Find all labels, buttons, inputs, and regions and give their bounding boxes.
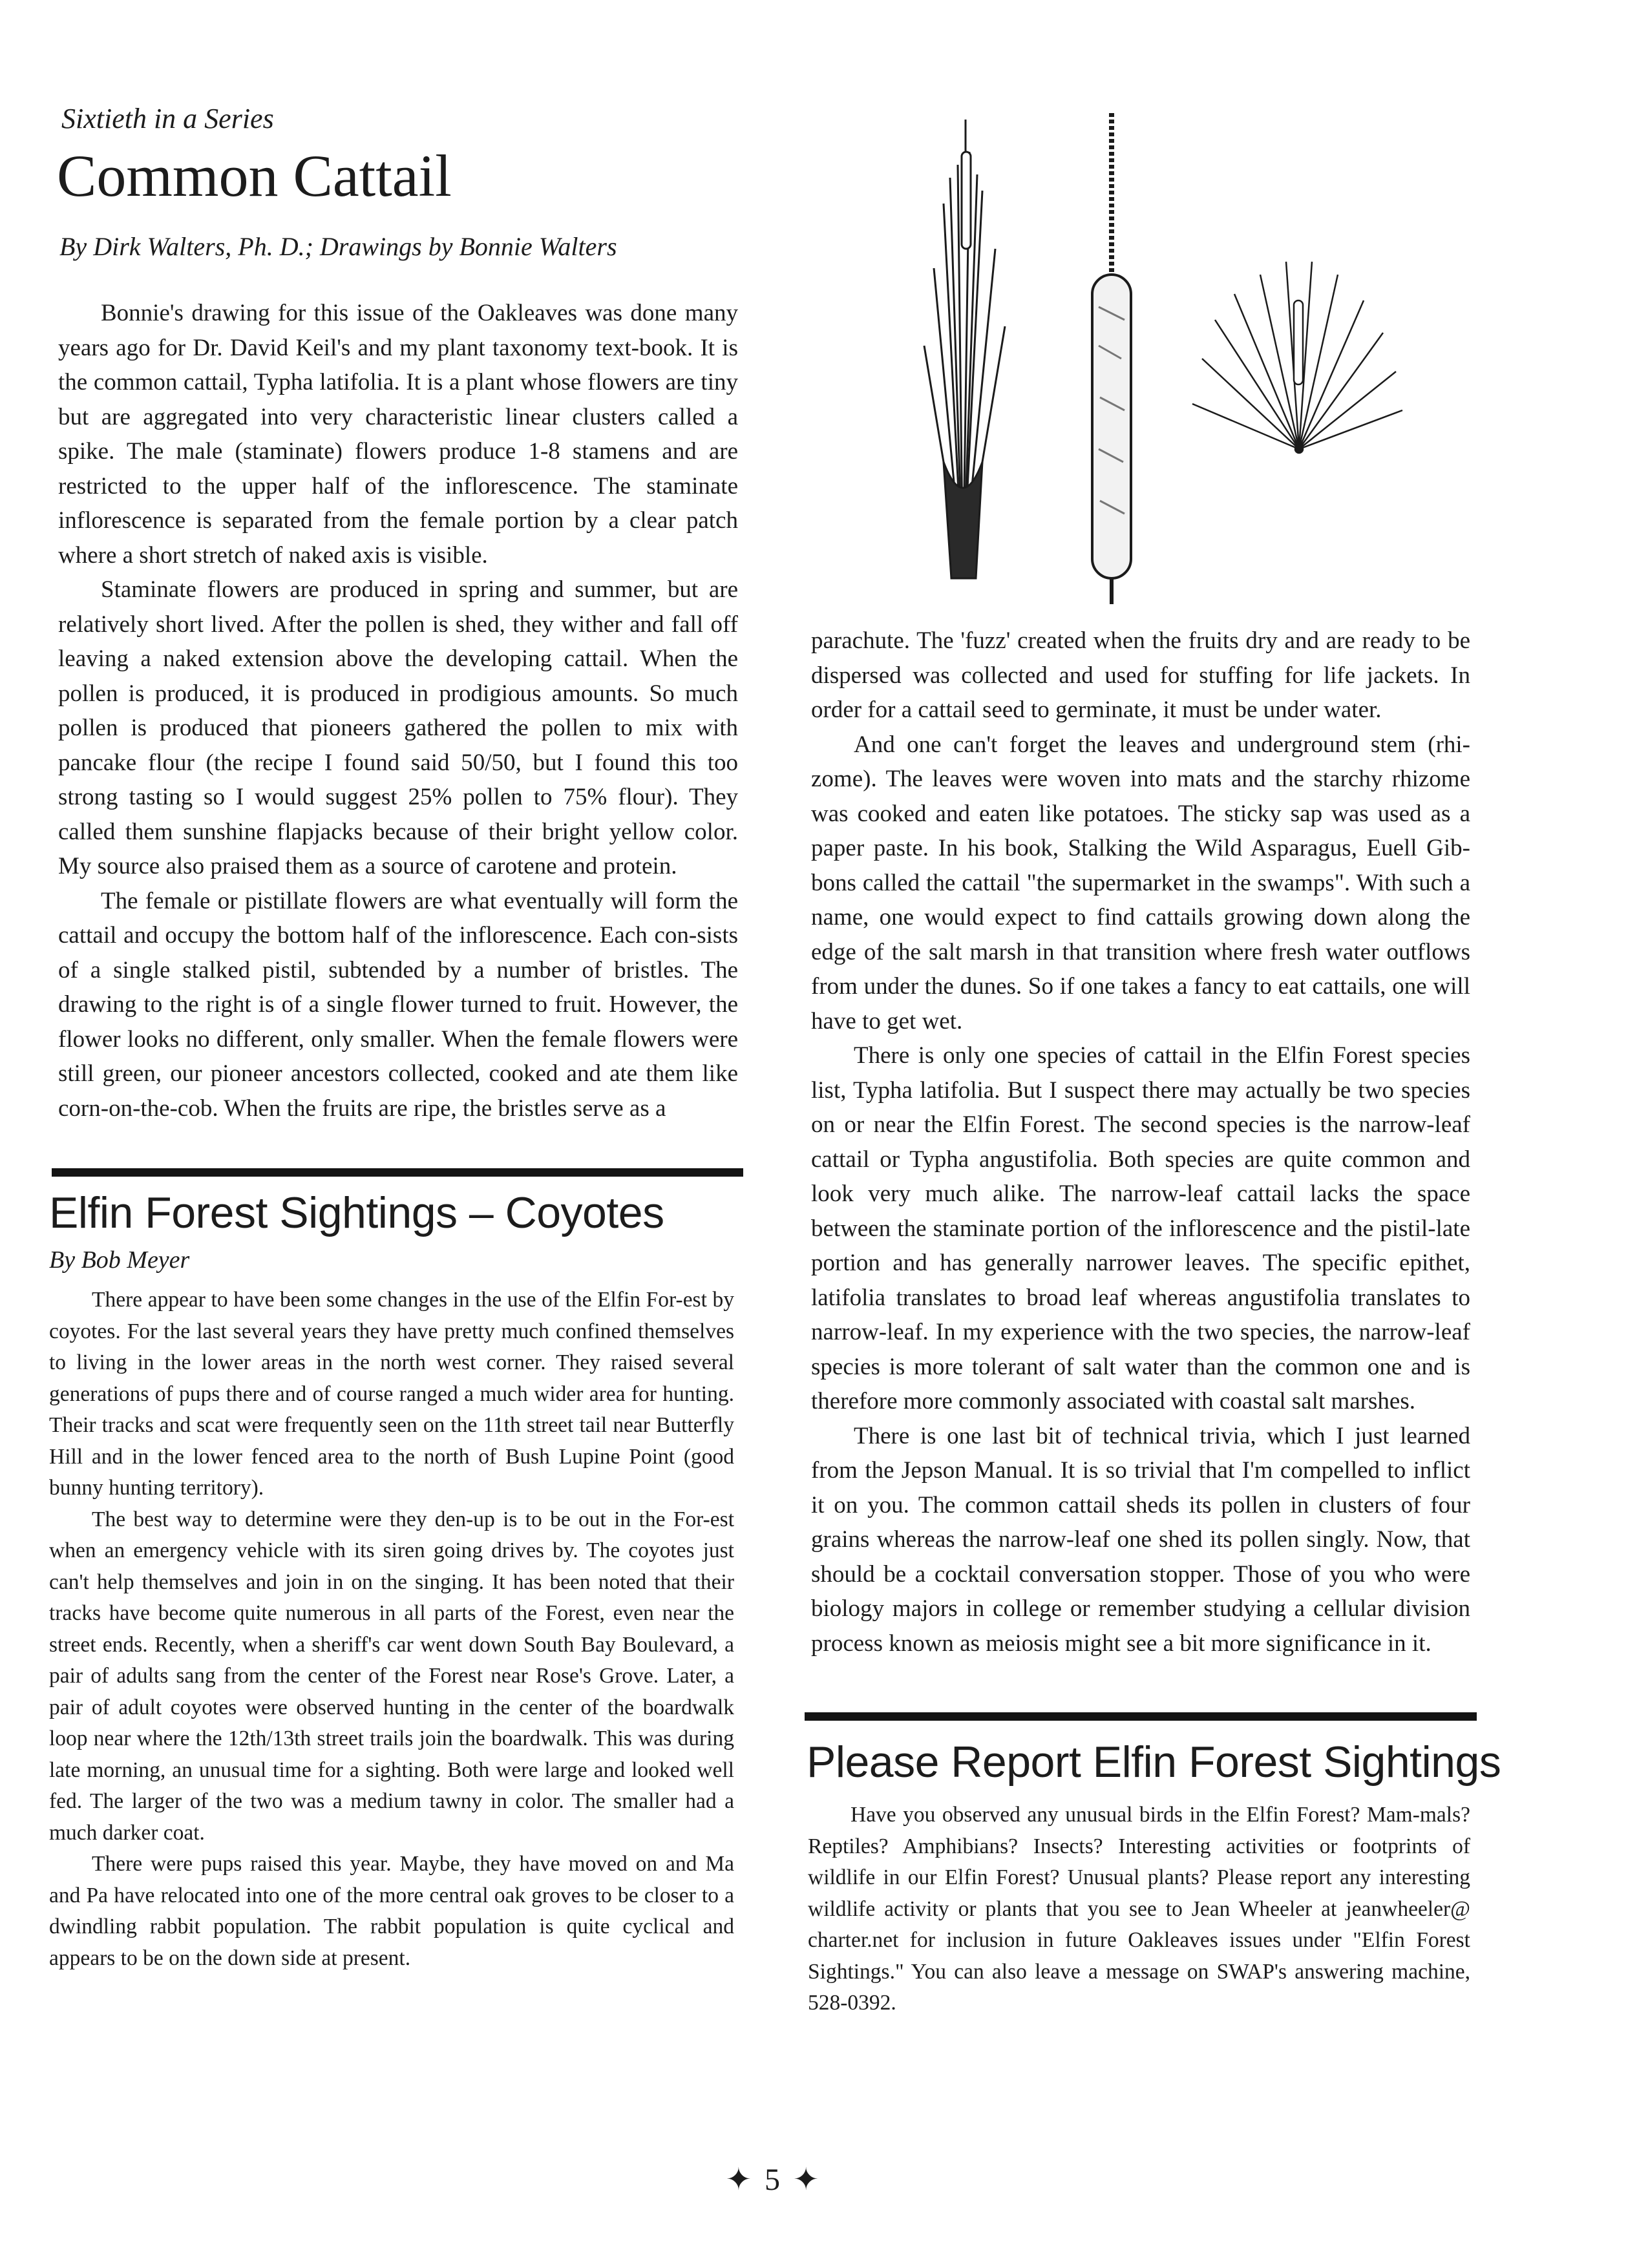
section-divider [805,1712,1477,1721]
paragraph: parachute. The 'fuzz' created when the fruits dry and are ready to be dispersed was collected and used for stuffing for life jackets. In order for a cattail seed to germinate, it must be under water. [811,627,1470,723]
article2-body [49,1285,734,1974]
paragraph: Bonnie's drawing for this issue of the Oakleaves was done many years ago for Dr. David Keil's and my plant taxonomy text-book. It is the common cattail, Typha latifolia. It is a plant whose flowers are tiny but are aggregated into very characteristic linear clusters called a spike. The male (staminate) flowers produce 1-8 stamens and are restricted to the upper half of the inflorescence. The staminate inflorescence is separated from the female portion by a clear patch where a short stretch of naked axis is visible. [58,300,738,569]
paragraph: Staminate flowers are produced in spring and summer, but are relatively short lived. After the pollen is shed, they wither and fall off leaving a naked extension above the developing cattail. When the pollen is produced, it is produced in prodigious amounts. So much pollen is produced that pioneers gathered the pollen to mix with pancake flour (the recipe I found said 50/50, but I found this too strong tasting so I would suggest 25% pollen to 75% flour). They called them sunshine flapjacks because of their bright yellow color. My source also praised them as a source of carotene and protein. [58,576,738,879]
article-byline: By Dirk Walters, Ph. D.; Drawings by Bonnie Walters [59,232,617,261]
cattail-illustration [898,113,1519,617]
page-footer [695,2161,850,2198]
paragraph: Have you observed any unusual birds in the Elfin Forest? Mam-mals? Reptiles? Amphibians? Insects? Interesting activities or footprints of wildlife in our Elfin Forest? Unusual plants? Please report any interesting wildlife activity or plants that you see to Jean Wheeler at jeanwheeler@ charter.net for inclusion in future Oakleaves issues under "Elfin Forest Sightings." You can also leave a message on SWAP's answering machine, 528-0392. [808,1803,1470,2015]
paragraph: And one can't forget the leaves and underground stem (rhi-zome). The leaves were woven into mats and the starchy rhizome was cooked and eaten like potatoes. The sticky sap was used as a paper paste. In his book, Stalking the Wild Asparagus, Euell Gib-bons called the cattail "the supermarket in the swamps". With such a name, one would expect to find cattails growing down along the edge of the salt marsh in that transition where fresh water outflows from under the dunes. So if one takes a fancy to eat cattails, one will have to get wet. [811,731,1470,1034]
cattail-plant-icon [924,120,1005,578]
paragraph: The best way to determine were they den-up is to be out in the For-est when an emergency vehicle with its siren going drives by. The coyotes just can't help themselves and join in on the singing. It has been noted that their tracks have become quite numerous in all parts of the Forest, even near the street ends. Recently, when a sheriff's car went down South Bay Boulevard, a pair of adults sang from the center of the Forest near Rose's Grove. Later, a pair of adult coyotes were observed hunting in the center of the boardwalk loop near where the 12th/13th street trails join the boardwalk. This was during late morning, an unusual time for a sighting. Both were large and looked well fed. The larger of the two was a medium tawny in color. The smaller had a much darker coat. [49,1507,734,1845]
cattail-spike-icon [1092,113,1131,604]
paragraph: There appear to have been some changes in the use of the Elfin For-est by coyotes. For the last several years they have pretty much confined themselves to living in the lower areas in the north west corner. They raised several generations of pups there and of course ranged a much wider area for hunting. Their tracks and scat were frequently seen on the 11th street tail near Butterfly Hill and in the lower fenced area to the north of Bush Lupine Point (good bunny hunting territory). [49,1288,734,1500]
paragraph: The female or pistillate flowers are what eventually will form the cattail and occupy the bottom half of the inflorescence. Each con-sists of a single stalked pistil, subtended by a number of bristles. The drawing to the right is of a single flower turned to fruit. However, the flower looks no different, only smaller. When the female flowers were still green, our pioneer ancestors collected, cooked and ate them like corn-on-the-cob. When the fruits are ripe, the bristles serve as a [58,887,738,1122]
fruit-bristles-icon [1192,262,1402,453]
series-label: Sixtieth in a Series [61,103,274,134]
four-point-star-icon: ✦ [725,2163,752,2197]
paragraph: There is only one species of cattail in the Elfin Forest species list, Typha latifolia. But I suspect there may actually be two species on or near the Elfin Forest. The second species is the narrow-leaf cattail or Typha angustifolia. Both species are quite common and look very much alike. The narrow-leaf cattail lacks the space between the staminate portion of the inflorescence and the pistil-late portion and has generally narrower leaves. The specific epithet, latifolia translates to broad leaf whereas angustifolia translates to narrow-leaf. In my experience with the two species, the narrow-leaf species is more tolerant of salt water than the common one and is therefore more commonly associated with coastal salt marshes. [811,1042,1470,1414]
section-title: Please Report Elfin Forest Sightings [807,1738,1501,1787]
article1-left-column [58,296,738,1126]
section-title: Elfin Forest Sightings – Coyotes [49,1188,664,1237]
page-number: 5 [765,2163,780,2197]
section-divider [52,1168,743,1177]
section-byline: By Bob Meyer [49,1246,190,1274]
article1-right-column [811,624,1470,1661]
paragraph: There were pups raised this year. Maybe, they have moved on and Ma and Pa have relocated into one of the more central oak groves to be closer to a dwindling rabbit population. The rabbit population is quite cyclical and appears to be on the down side at present. [49,1852,734,1970]
article3-body [808,1800,1470,2019]
four-point-star-icon: ✦ [793,2163,819,2197]
article-title: Common Cattail [57,143,452,209]
paragraph: There is one last bit of technical trivia, which I just learned from the Jepson Manual. It is so trivial that I'm compelled to inflict it on you. The common cattail sheds its pollen in clusters of four grains whereas the narrow-leaf one shed its pollen singly. Now, that should be a cocktail conversation stopper. Those of you who were biology majors in college or remember studying a cellular division process known as meiosis might see a bit more significance in it. [811,1422,1470,1657]
